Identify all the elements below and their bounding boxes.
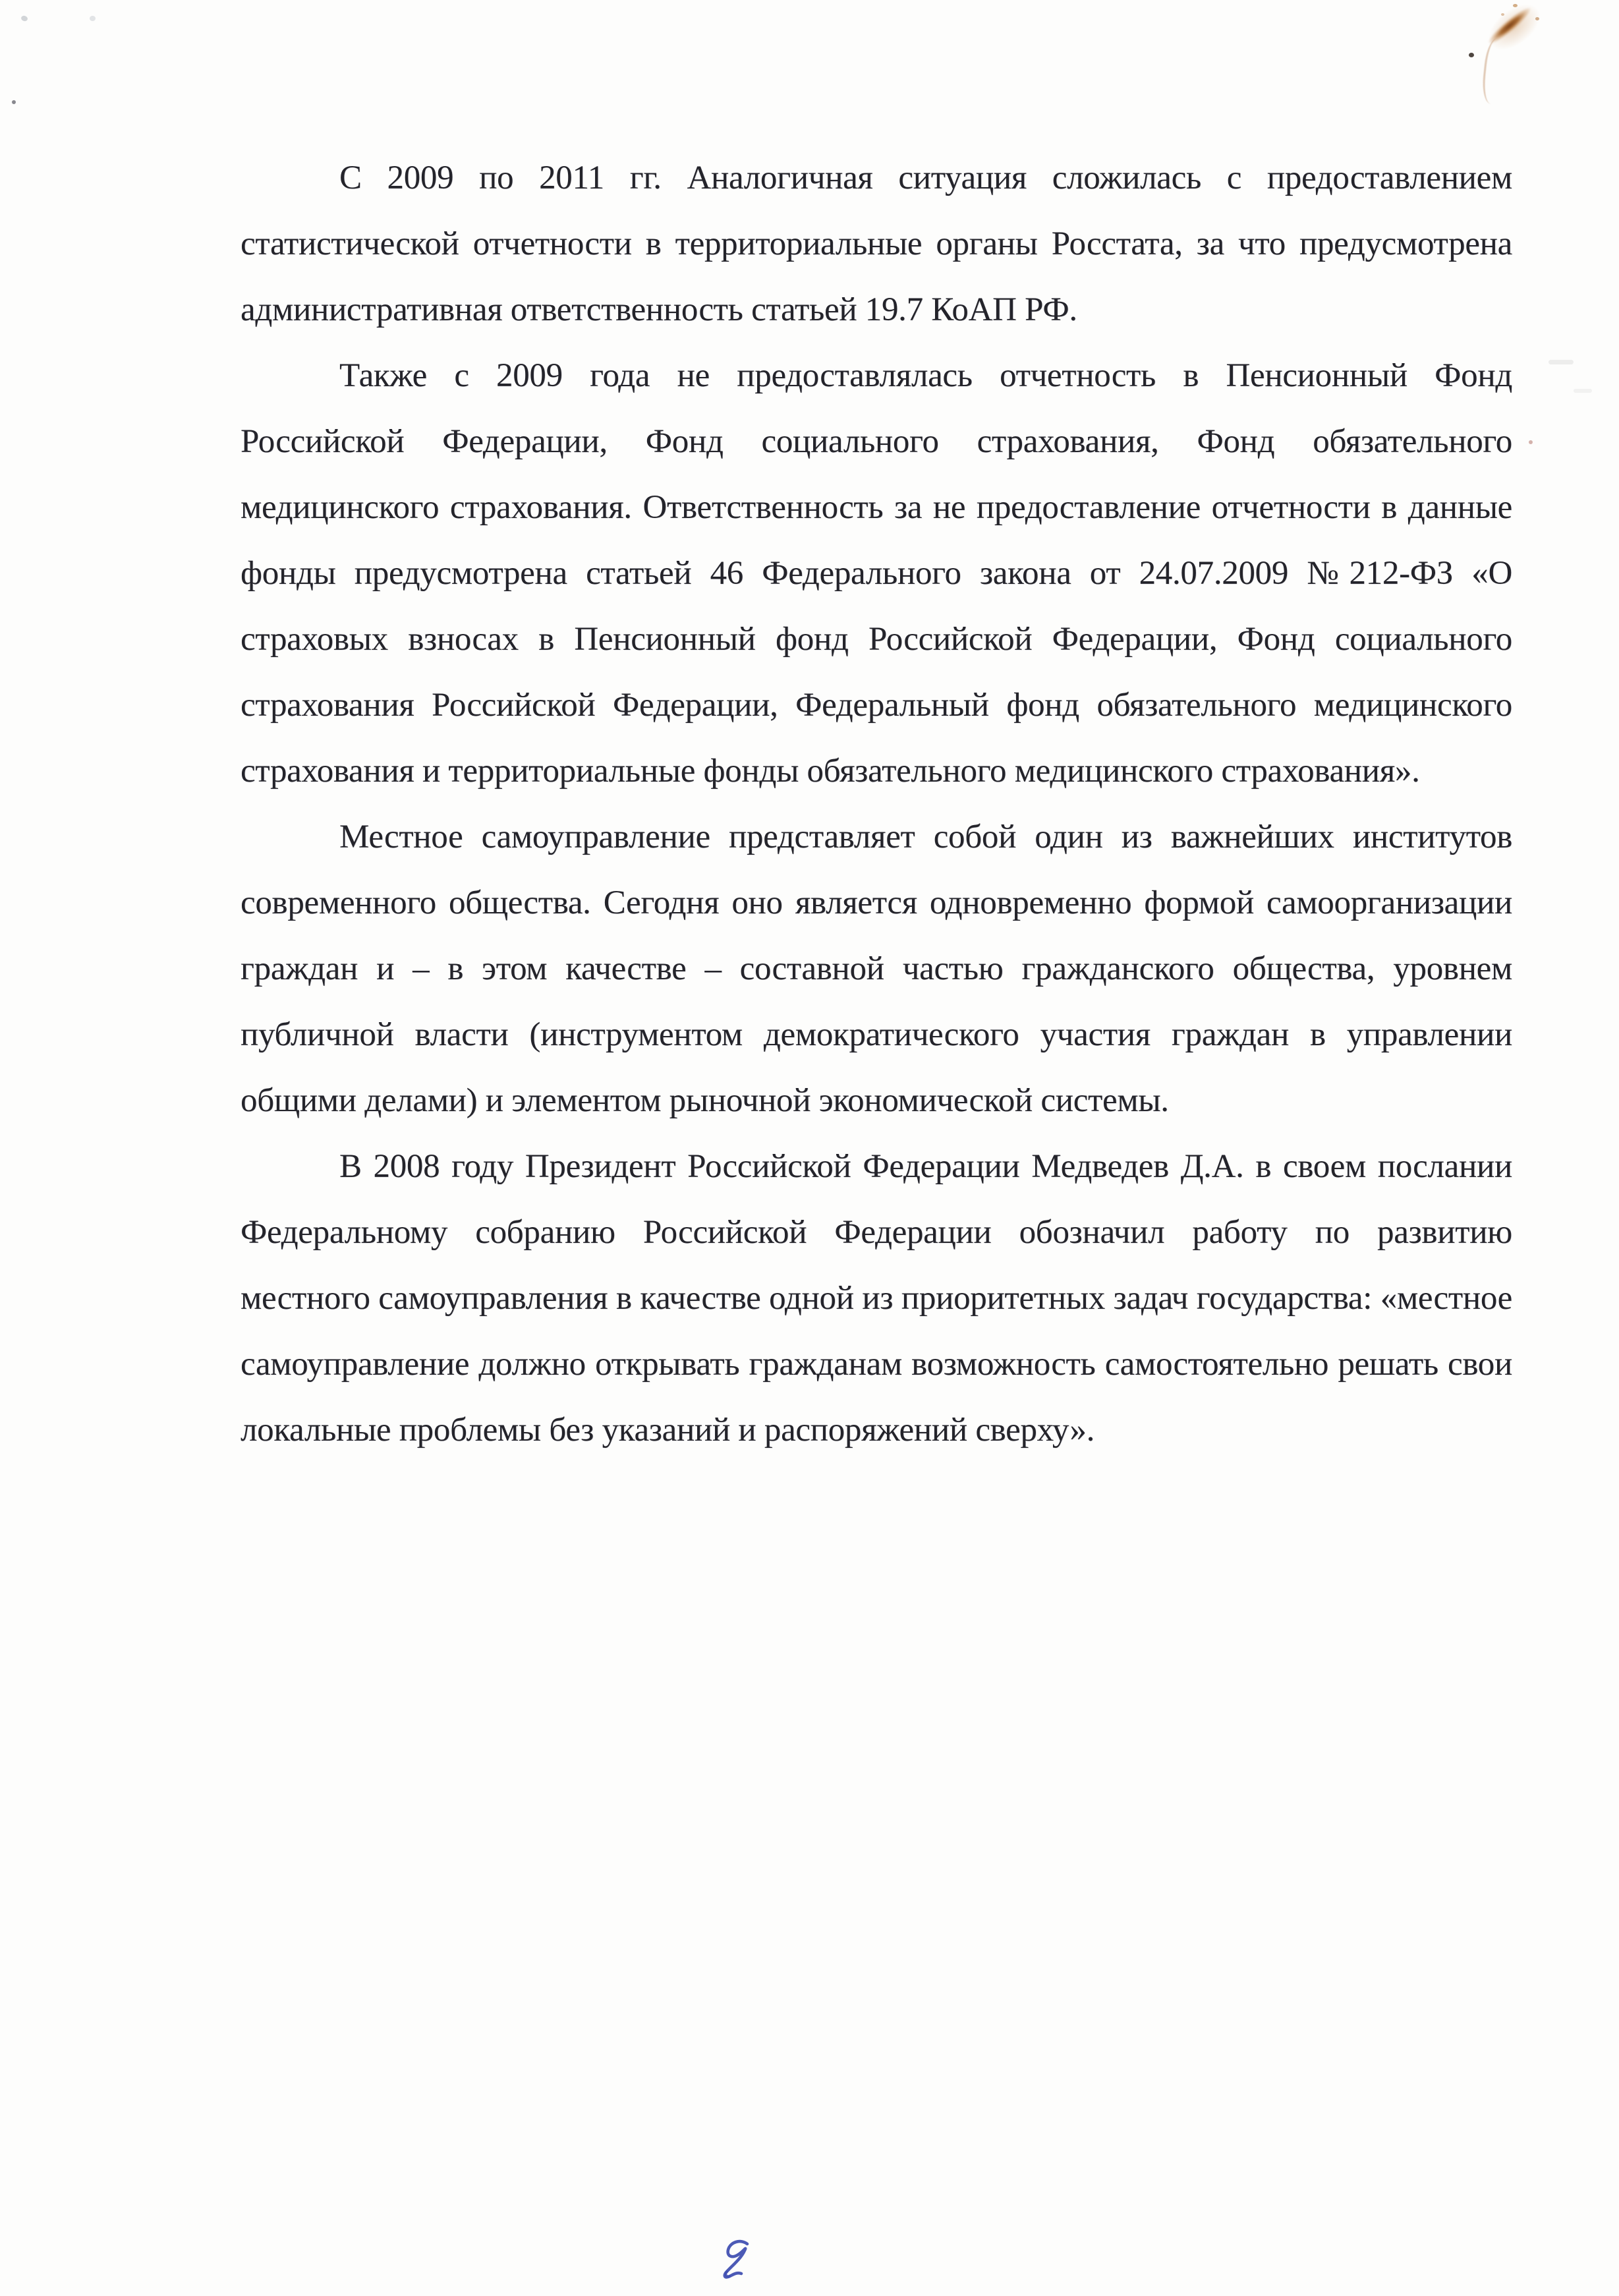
paragraph-funds-law-212fz: Также с 2009 года не предоставлялась отчетность в Пенсионный Фонд Российской Федерации, Фонд социального страхования, Фонд обязательного медицинского страхования. Ответственность за не предоставление отчетности в данные фонды предусмотрена статьей 46 Федерального закона от 24.07.2009 №212-ФЗ «О страховых взносах в Пенсионный фонд Российской Федерации, Фонд социального страхования Российской Федерации, Федеральный фонд обязательного медицинского страхования и территориальные фонды обязательного медицинского страхования». <box>241 357 1512 789</box>
scan-smudge <box>1574 389 1592 393</box>
rust-stain <box>1485 3 1535 48</box>
scan-speck <box>20 15 28 22</box>
scan-smudge <box>1548 360 1574 364</box>
rust-stain <box>1469 0 1560 70</box>
rust-stain-speck <box>1513 4 1518 7</box>
rust-stain-speck <box>1501 13 1504 16</box>
scan-speck <box>90 16 96 21</box>
ink-dot <box>1469 53 1474 57</box>
paragraph-reporting-rosstat: С 2009 по 2011 гг. Аналогичная ситуация сложилась с предоставлением статистической отчетности в территориальные органы Росстата, за что предусмотрена административная ответственность статьей 19.7 КоАП РФ. <box>241 159 1512 328</box>
scan-speck <box>12 100 16 104</box>
handwritten-digit-stroke <box>721 2238 756 2282</box>
handwritten-page-number <box>721 2238 756 2282</box>
rust-stain-speck <box>1535 17 1539 20</box>
scan-speck <box>1529 440 1533 444</box>
document-body <box>241 145 1512 1463</box>
paragraph-president-2008-address: В 2008 году Президент Российской Федерации Медведев Д.А. в своем послании Федеральному собранию Российской Федерации обозначил работу по развитию местного самоуправления в качестве одной из приоритетных задач государства: «местное самоуправление должно открывать гражданам возможность самостоятельно решать свои локальные проблемы без указаний и распоряжений сверху». <box>241 1148 1512 1449</box>
rust-stain-tail <box>1481 38 1508 105</box>
paragraph-local-self-government: Местное самоуправление представляет собой один из важнейших институтов современного общества. Сегодня оно является одновременно формой самоорганизации граждан и – в этом качестве – составной частью гражданского общества, уровнем публичной власти (инструментом демократического участия граждан в управлении общими делами) и элементом рыночной экономической системы. <box>241 818 1512 1119</box>
